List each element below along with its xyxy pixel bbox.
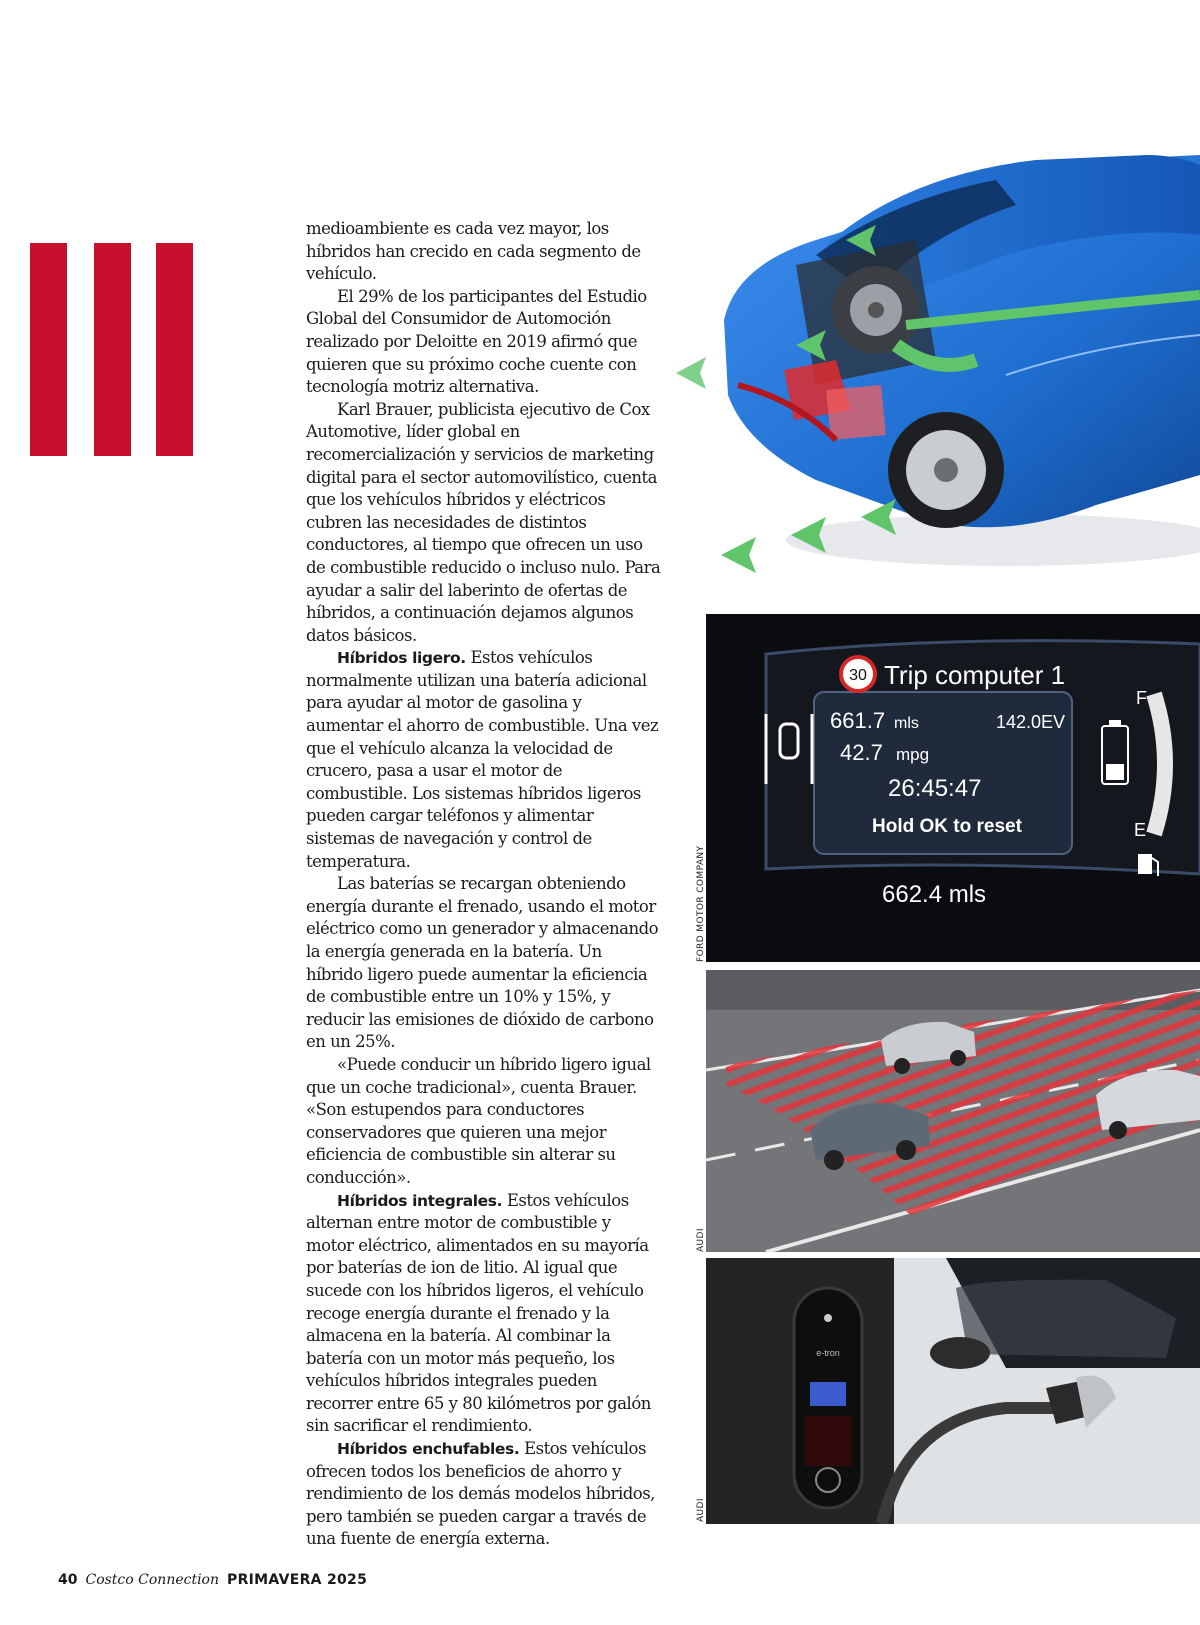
article-body	[306, 218, 662, 1551]
page-number: 40	[58, 1572, 78, 1588]
decorative-stripe	[30, 243, 67, 456]
issue-label: PRIMAVERA 2025	[227, 1572, 368, 1588]
trip-time-value: 26:45:47	[888, 775, 982, 802]
article-paragraph: El 29% de los participantes del Estudio Global del Consumidor de Automoción realizado por Deloitte en 2019 afirmó que quieren que su próximo coche cuente con tecnología motriz alternativa.	[306, 286, 647, 397]
article-paragraph	[306, 647, 662, 873]
decorative-stripe	[156, 243, 193, 456]
fuel-full-label: F	[1136, 688, 1147, 708]
section-lead-full-hybrid: Híbridos integrales.	[337, 1191, 503, 1210]
photo-credit: AUDI	[696, 1228, 706, 1252]
magazine-name: Costco Connection	[85, 1572, 220, 1588]
photo-credit: AUDI	[696, 1498, 706, 1522]
mpg-unit: mpg	[896, 745, 930, 764]
mpg-value: 42.7	[840, 740, 883, 765]
reset-hint: Hold OK to reset	[872, 816, 1022, 837]
paragraph-text: Estos vehículos ofrecen todos los beneficios de ahorro y rendimiento de los demás modelos híbridos, pero también se pueden cargar a través de una fuente de energía externa.	[306, 1439, 655, 1549]
odometer-value: 662.4 mls	[882, 881, 987, 908]
article-paragraph: Las baterías se recargan obteniendo energía durante el frenado, usando el motor eléctrico como un generador y almacenando la energía generada en la batería. Un híbrido ligero puede aumentar la eficiencia de combustible entre un 10% y 15%, y reducir las emisiones de dióxido de carbono en un 25%.	[306, 874, 659, 1052]
page-footer	[58, 1572, 367, 1588]
charger-brand: e-tron	[816, 1348, 840, 1358]
driver-assist-road-image	[706, 970, 1200, 1252]
speed-limit-value: 30	[849, 667, 867, 684]
range-unit: mls	[894, 715, 919, 732]
plug-in-charging-image	[706, 1258, 1200, 1524]
fuel-empty-label: E	[1134, 820, 1147, 840]
article-paragraph: medioambiente es cada vez mayor, los híbridos han crecido en cada segmento de vehículo.	[306, 219, 641, 284]
range-value: 661.7	[830, 708, 886, 733]
article-paragraph: Karl Brauer, publicista ejecutivo de Cox Automotive, líder global en recomercialización y servicios de marketing digital para el sector automovilístico, cuenta que los vehículos híbridos y eléctricos cubren las necesidades de distintos conductores, al tiempo que ofrecen un uso de combustible reducido o incluso nulo. Para ayudar a salir del laberinto de ofertas de híbridos, a continuación dejamos algunos datos básicos.	[306, 399, 661, 645]
decorative-stripe	[94, 243, 131, 456]
section-lead-mild-hybrid: Híbridos ligero.	[337, 649, 466, 668]
trip-computer-dashboard-image	[706, 614, 1200, 962]
section-lead-plugin-hybrid: Híbridos enchufables.	[337, 1440, 520, 1459]
article-paragraph	[306, 1190, 662, 1439]
article-paragraph	[306, 1438, 662, 1551]
trip-computer-title: Trip computer 1	[884, 660, 1066, 690]
paragraph-text: Estos vehículos normalmente utilizan una batería adicional para ayudar al motor de gasolina y aumentar el ahorro de combustible. Una vez que el vehículo alcanza la velocidad de crucero, pasa a usar el motor de combustible. Los sistemas híbridos ligeros pueden cargar teléfonos y alimentar sistemas de navegación y control de temperatura.	[306, 648, 659, 871]
hybrid-car-cutaway-image	[676, 145, 1200, 595]
article-paragraph: «Puede conducir un híbrido ligero igual que un coche tradicional», cuenta Brauer. «Son estupendos para conductores conservadores que quieren una mejor eficiencia de combustible sin alterar su conducción».	[306, 1054, 651, 1187]
ev-range-value: 142.0EV	[996, 712, 1066, 732]
paragraph-text: Estos vehículos alternan entre motor de combustible y motor eléctrico, alimentados en su mayoría por baterías de ion de litio. Al igual que sucede con los híbridos ligeros, el vehículo recoge energía durante el frenado y la almacena en la batería. Al combinar la batería con un motor más pequeño, los vehículos híbridos integrales pueden recorrer entre 65 y 80 kilómetros por galón sin sacrificar el rendimiento.	[306, 1190, 651, 1436]
photo-credit: FORD MOTOR COMPANY	[696, 845, 706, 962]
